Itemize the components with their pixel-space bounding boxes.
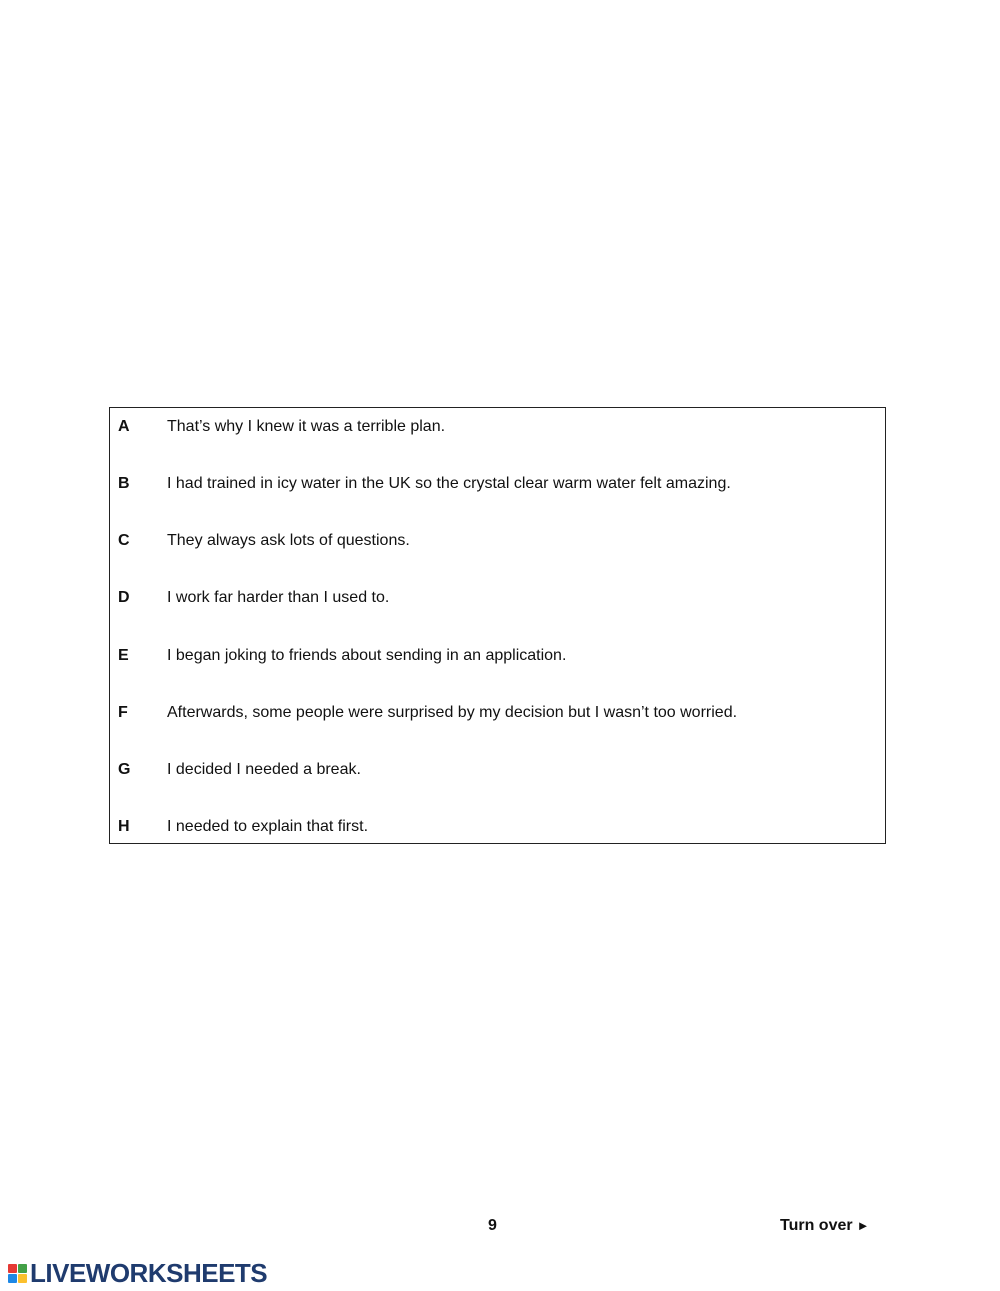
option-text: I decided I needed a break. <box>167 761 361 778</box>
turn-over-text: Turn over <box>780 1217 853 1234</box>
right-triangle-arrow-icon: ► <box>856 1218 870 1233</box>
option-row-f <box>110 701 885 725</box>
logo-square-icon <box>8 1274 17 1283</box>
option-letter: B <box>118 475 130 492</box>
option-row-d <box>110 586 885 610</box>
option-letter: C <box>118 532 130 549</box>
option-letter: D <box>118 589 130 606</box>
option-letter: A <box>118 418 130 435</box>
option-row-b <box>110 472 885 496</box>
option-row-g <box>110 758 885 782</box>
option-text: I needed to explain that first. <box>167 818 369 835</box>
option-row-a <box>110 415 885 439</box>
option-text: Afterwards, some people were surprised by my decision but I wasn’t too worried. <box>167 704 738 721</box>
logo-square-icon <box>8 1264 17 1273</box>
option-row-e <box>110 644 885 668</box>
option-letter: F <box>118 704 128 721</box>
logo-mark-icon <box>8 1264 27 1283</box>
option-letter: G <box>118 761 131 778</box>
option-text: That’s why I knew it was a terrible plan. <box>167 418 446 435</box>
option-text: I began joking to friends about sending in an application. <box>167 647 567 664</box>
options-box <box>109 407 886 844</box>
option-letter: H <box>118 818 130 835</box>
option-row-c <box>110 529 885 553</box>
option-text: They always ask lots of questions. <box>167 532 410 549</box>
turn-over-label <box>780 1216 869 1236</box>
option-letter: E <box>118 647 129 664</box>
option-text: I had trained in icy water in the UK so the crystal clear warm water felt amazing. <box>167 475 731 492</box>
option-row-h <box>110 815 885 839</box>
logo-square-icon <box>18 1264 27 1273</box>
brand-logo <box>8 1259 267 1287</box>
option-text: I work far harder than I used to. <box>167 589 390 606</box>
brand-name: LIVEWORKSHEETS <box>30 1258 268 1288</box>
page-number: 9 <box>488 1217 497 1234</box>
logo-square-icon <box>18 1274 27 1283</box>
